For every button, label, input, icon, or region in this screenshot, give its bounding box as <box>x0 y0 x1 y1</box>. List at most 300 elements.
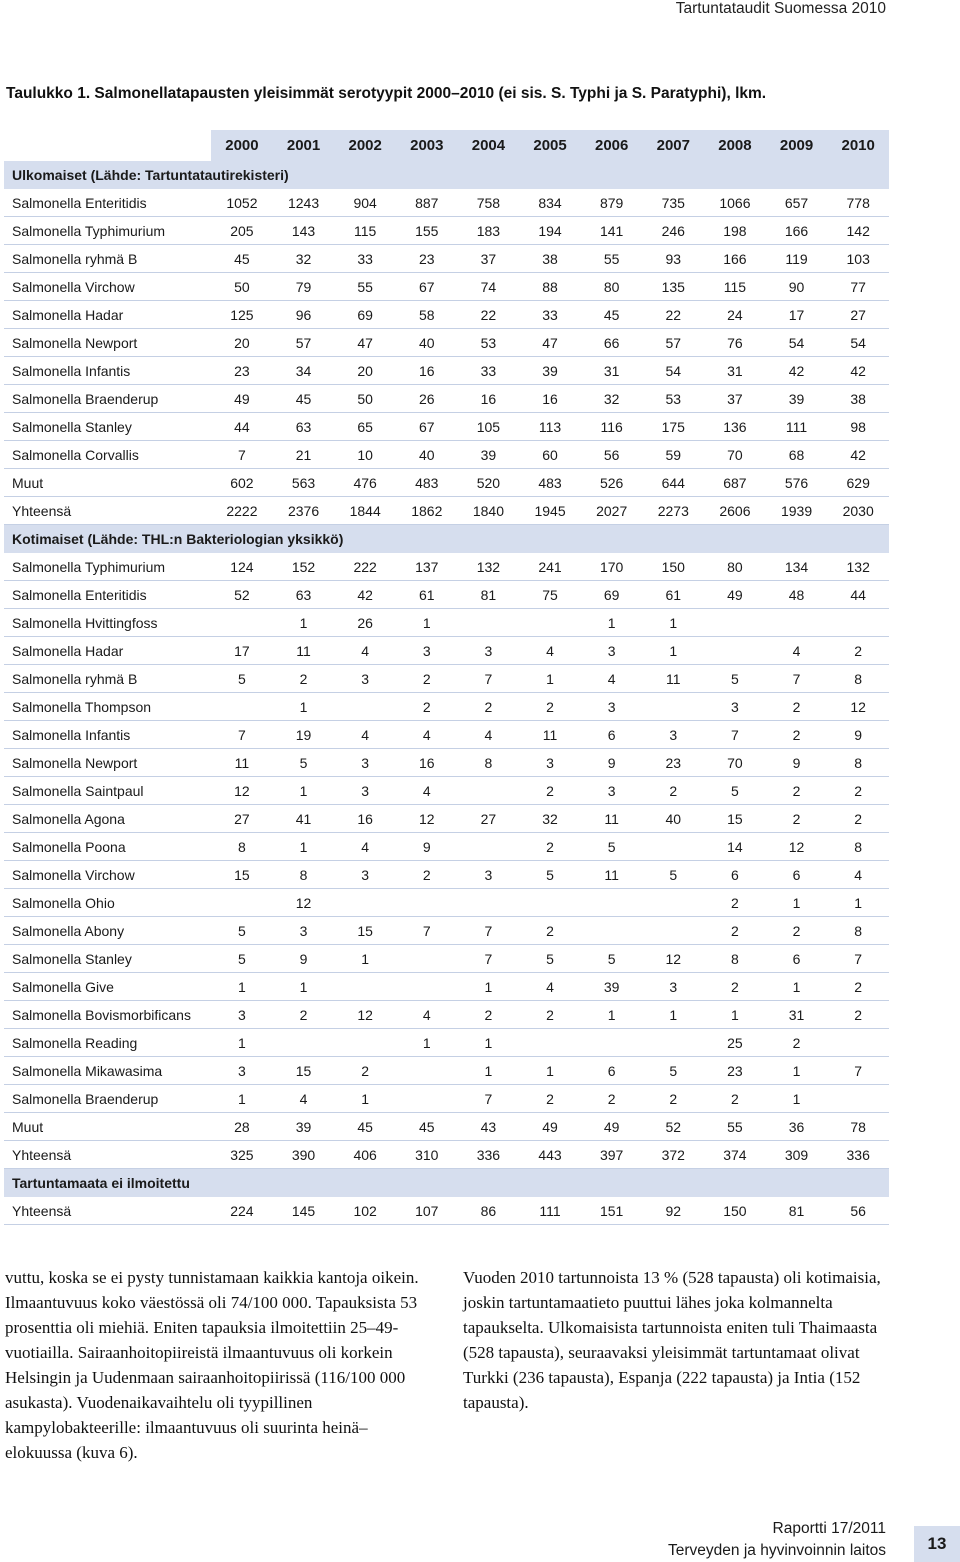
case-count-cell: 602 <box>211 469 273 497</box>
case-count-cell: 102 <box>334 1197 396 1225</box>
case-count-cell: 3 <box>458 861 520 889</box>
case-count-cell: 12 <box>211 777 273 805</box>
case-count-cell: 8 <box>458 749 520 777</box>
case-count-cell: 47 <box>334 329 396 357</box>
case-count-cell: 3 <box>581 637 643 665</box>
case-count-cell: 310 <box>396 1141 458 1169</box>
case-count-cell: 1 <box>273 777 335 805</box>
case-count-cell: 194 <box>519 217 581 245</box>
case-count-cell: 32 <box>273 245 335 273</box>
case-count-cell: 16 <box>334 805 396 833</box>
case-count-cell: 26 <box>396 385 458 413</box>
case-count-cell: 166 <box>766 217 828 245</box>
case-count-cell: 336 <box>458 1141 520 1169</box>
case-count-cell: 1945 <box>519 497 581 525</box>
case-count-cell: 26 <box>334 609 396 637</box>
case-count-cell <box>704 609 766 637</box>
case-count-cell: 7 <box>458 665 520 693</box>
case-count-cell: 52 <box>211 581 273 609</box>
case-count-cell: 11 <box>519 721 581 749</box>
case-count-cell: 132 <box>827 553 889 581</box>
table-row <box>4 1113 889 1141</box>
case-count-cell: 1243 <box>273 189 335 217</box>
serotype-name: Salmonella Corvallis <box>4 441 211 469</box>
case-count-cell: 2376 <box>273 497 335 525</box>
section-header-row <box>4 525 889 554</box>
table-row <box>4 1085 889 1113</box>
case-count-cell: 1 <box>273 973 335 1001</box>
case-count-cell: 44 <box>211 413 273 441</box>
serotype-name: Salmonella Hadar <box>4 637 211 665</box>
case-count-cell: 66 <box>581 329 643 357</box>
case-count-cell: 3 <box>334 665 396 693</box>
case-count-cell: 1066 <box>704 189 766 217</box>
case-count-cell: 96 <box>273 301 335 329</box>
case-count-cell <box>519 889 581 917</box>
case-count-cell: 33 <box>458 357 520 385</box>
year-header: 2001 <box>273 130 335 161</box>
case-count-cell: 27 <box>211 805 273 833</box>
case-count-cell: 7 <box>766 665 828 693</box>
case-count-cell: 45 <box>211 245 273 273</box>
case-count-cell: 1 <box>581 609 643 637</box>
case-count-cell: 5 <box>519 861 581 889</box>
case-count-cell <box>827 609 889 637</box>
case-count-cell: 8 <box>827 917 889 945</box>
serotype-name: Salmonella Reading <box>4 1029 211 1057</box>
table-row <box>4 1057 889 1085</box>
case-count-cell: 15 <box>334 917 396 945</box>
case-count-cell: 5 <box>581 945 643 973</box>
table-row <box>4 1029 889 1057</box>
case-count-cell: 1 <box>334 945 396 973</box>
case-count-cell: 24 <box>704 301 766 329</box>
table-row <box>4 973 889 1001</box>
case-count-cell: 45 <box>334 1113 396 1141</box>
case-count-cell: 2 <box>827 973 889 1001</box>
case-count-cell: 483 <box>519 469 581 497</box>
case-count-cell: 2 <box>334 1057 396 1085</box>
case-count-cell: 5 <box>642 1057 704 1085</box>
case-count-cell: 50 <box>211 273 273 301</box>
case-count-cell: 7 <box>211 441 273 469</box>
case-count-cell: 5 <box>704 777 766 805</box>
case-count-cell: 98 <box>827 413 889 441</box>
case-count-cell: 31 <box>581 357 643 385</box>
case-count-cell: 644 <box>642 469 704 497</box>
case-count-cell <box>396 1085 458 1113</box>
case-count-cell: 1840 <box>458 497 520 525</box>
serotype-name: Salmonella Ohio <box>4 889 211 917</box>
serotype-name: Salmonella Virchow <box>4 273 211 301</box>
serotype-name: Salmonella Braenderup <box>4 1085 211 1113</box>
case-count-cell: 23 <box>396 245 458 273</box>
case-count-cell: 56 <box>827 1197 889 1225</box>
case-count-cell: 483 <box>396 469 458 497</box>
case-count-cell: 3 <box>334 861 396 889</box>
case-count-cell: 1 <box>458 1057 520 1085</box>
case-count-cell: 42 <box>827 357 889 385</box>
case-count-cell: 23 <box>704 1057 766 1085</box>
case-count-cell: 12 <box>334 1001 396 1029</box>
case-count-cell <box>642 889 704 917</box>
case-count-cell: 2 <box>519 1085 581 1113</box>
case-count-cell: 2 <box>519 777 581 805</box>
serotype-name: Salmonella Poona <box>4 833 211 861</box>
case-count-cell: 2 <box>827 805 889 833</box>
serotype-name: Yhteensä <box>4 1141 211 1169</box>
case-count-cell: 1 <box>642 609 704 637</box>
case-count-cell: 17 <box>766 301 828 329</box>
case-count-cell: 63 <box>273 581 335 609</box>
case-count-cell: 476 <box>334 469 396 497</box>
case-count-cell: 526 <box>581 469 643 497</box>
case-count-cell: 834 <box>519 189 581 217</box>
table-row <box>4 189 889 217</box>
table-row <box>4 581 889 609</box>
case-count-cell: 5 <box>519 945 581 973</box>
case-count-cell: 36 <box>766 1113 828 1141</box>
serotype-name: Salmonella Typhimurium <box>4 217 211 245</box>
case-count-cell: 142 <box>827 217 889 245</box>
case-count-cell: 32 <box>581 385 643 413</box>
case-count-cell: 61 <box>642 581 704 609</box>
case-count-cell: 42 <box>334 581 396 609</box>
case-count-cell: 8 <box>704 945 766 973</box>
case-count-cell: 1 <box>334 1085 396 1113</box>
table-row <box>4 553 889 581</box>
case-count-cell: 3 <box>581 693 643 721</box>
case-count-cell: 4 <box>766 637 828 665</box>
case-count-cell: 8 <box>211 833 273 861</box>
case-count-cell: 105 <box>458 413 520 441</box>
case-count-cell: 198 <box>704 217 766 245</box>
case-count-cell: 397 <box>581 1141 643 1169</box>
case-count-cell: 576 <box>766 469 828 497</box>
serotype-name: Salmonella Newport <box>4 749 211 777</box>
case-count-cell: 3 <box>334 777 396 805</box>
case-count-cell: 132 <box>458 553 520 581</box>
case-count-cell: 8 <box>273 861 335 889</box>
case-count-cell: 758 <box>458 189 520 217</box>
serotype-name: Salmonella Agona <box>4 805 211 833</box>
table-row <box>4 945 889 973</box>
case-count-cell: 2 <box>704 889 766 917</box>
case-count-cell: 406 <box>334 1141 396 1169</box>
case-count-cell: 778 <box>827 189 889 217</box>
table-row <box>4 889 889 917</box>
case-count-cell: 3 <box>642 973 704 1001</box>
case-count-cell: 1 <box>766 889 828 917</box>
case-count-cell: 113 <box>519 413 581 441</box>
case-count-cell: 1 <box>273 693 335 721</box>
case-count-cell: 8 <box>827 749 889 777</box>
case-count-cell: 56 <box>581 441 643 469</box>
case-count-cell: 69 <box>334 301 396 329</box>
case-count-cell: 222 <box>334 553 396 581</box>
table-row <box>4 1141 889 1169</box>
case-count-cell: 81 <box>766 1197 828 1225</box>
serotype-name: Salmonella Hvittingfoss <box>4 609 211 637</box>
case-count-cell: 11 <box>642 665 704 693</box>
case-count-cell: 372 <box>642 1141 704 1169</box>
case-count-cell: 2 <box>766 1029 828 1057</box>
case-count-cell <box>396 1057 458 1085</box>
case-count-cell: 3 <box>396 637 458 665</box>
case-count-cell: 3 <box>334 749 396 777</box>
case-count-cell: 4 <box>519 637 581 665</box>
serotype-name: Salmonella Abony <box>4 917 211 945</box>
case-count-cell: 125 <box>211 301 273 329</box>
case-count-cell: 7 <box>458 945 520 973</box>
table-row <box>4 385 889 413</box>
case-count-cell: 4 <box>396 777 458 805</box>
case-count-cell: 14 <box>704 833 766 861</box>
body-text-left: vuttu, koska se ei pysty tunnistamaan kaikkia kantoja oikein. Ilmaantuvuus koko väestössä oli 74/100 000. Tapauksista 53 prosenttia oli miehiä. Eniten tapauksia ilmoitettiin 25–49-vuotiailla. Sairaanhoitopiireistä ilmaantuvuus oli korkein Helsingin ja Uudenmaan sairaanhoitopiirissä (116/100 000 asukasta). Vuodenaikavaihtelu oli tyypillinen kampylobakteerille: ilmaantuvuus oli suurinta heinä–elokuussa (kuva 6). <box>5 1268 419 1462</box>
case-count-cell: 224 <box>211 1197 273 1225</box>
case-count-cell: 9 <box>827 721 889 749</box>
case-count-cell <box>458 889 520 917</box>
case-count-cell: 25 <box>704 1029 766 1057</box>
case-count-cell: 27 <box>827 301 889 329</box>
case-count-cell: 2 <box>396 693 458 721</box>
case-count-cell: 54 <box>827 329 889 357</box>
case-count-cell: 3 <box>458 637 520 665</box>
case-count-cell: 2030 <box>827 497 889 525</box>
year-header: 2005 <box>519 130 581 161</box>
case-count-cell: 16 <box>396 357 458 385</box>
case-count-cell <box>396 973 458 1001</box>
footer <box>668 1518 886 1562</box>
publisher-name: Terveyden ja hyvinvoinnin laitos <box>668 1542 886 1559</box>
case-count-cell: 3 <box>211 1057 273 1085</box>
case-count-cell: 124 <box>211 553 273 581</box>
case-count-cell: 4 <box>396 721 458 749</box>
case-count-cell: 6 <box>581 1057 643 1085</box>
table-row <box>4 273 889 301</box>
case-count-cell <box>396 889 458 917</box>
case-count-cell: 2 <box>519 833 581 861</box>
serotype-name: Salmonella Typhimurium <box>4 553 211 581</box>
case-count-cell: 7 <box>827 1057 889 1085</box>
case-count-cell: 69 <box>581 581 643 609</box>
case-count-cell <box>642 693 704 721</box>
table-row <box>4 665 889 693</box>
case-count-cell: 2 <box>458 693 520 721</box>
table-row <box>4 1197 889 1225</box>
case-count-cell: 2 <box>396 861 458 889</box>
case-count-cell: 39 <box>581 973 643 1001</box>
case-count-cell: 5 <box>581 833 643 861</box>
case-count-cell: 2 <box>642 777 704 805</box>
case-count-cell: 80 <box>704 553 766 581</box>
case-count-cell: 68 <box>766 441 828 469</box>
case-count-cell: 7 <box>211 721 273 749</box>
case-count-cell: 116 <box>581 413 643 441</box>
case-count-cell: 90 <box>766 273 828 301</box>
case-count-cell: 2 <box>766 777 828 805</box>
case-count-cell <box>211 609 273 637</box>
case-count-cell: 48 <box>766 581 828 609</box>
case-count-cell: 3 <box>273 917 335 945</box>
case-count-cell: 5 <box>704 665 766 693</box>
case-count-cell: 10 <box>334 441 396 469</box>
case-count-cell: 79 <box>273 273 335 301</box>
table-row <box>4 861 889 889</box>
case-count-cell: 1844 <box>334 497 396 525</box>
case-count-cell: 1 <box>273 833 335 861</box>
year-header: 2006 <box>581 130 643 161</box>
case-count-cell: 9 <box>396 833 458 861</box>
case-count-cell: 563 <box>273 469 335 497</box>
serotype-name: Yhteensä <box>4 1197 211 1225</box>
serotype-name: Salmonella Hadar <box>4 301 211 329</box>
case-count-cell: 2 <box>458 1001 520 1029</box>
case-count-cell <box>827 1029 889 1057</box>
case-count-cell: 657 <box>766 189 828 217</box>
case-count-cell: 6 <box>766 945 828 973</box>
case-count-cell: 4 <box>827 861 889 889</box>
case-count-cell: 4 <box>334 721 396 749</box>
table-row <box>4 497 889 525</box>
case-count-cell: 1 <box>642 637 704 665</box>
case-count-cell: 4 <box>334 637 396 665</box>
case-count-cell: 2 <box>642 1085 704 1113</box>
case-count-cell: 4 <box>273 1085 335 1113</box>
case-count-cell: 9 <box>766 749 828 777</box>
case-count-cell: 1 <box>396 609 458 637</box>
case-count-cell: 28 <box>211 1113 273 1141</box>
case-count-cell: 2 <box>704 973 766 1001</box>
case-count-cell: 5 <box>211 945 273 973</box>
year-header: 2009 <box>766 130 828 161</box>
case-count-cell: 1 <box>642 1001 704 1029</box>
case-count-cell <box>642 1029 704 1057</box>
case-count-cell <box>396 945 458 973</box>
case-count-cell: 103 <box>827 245 889 273</box>
case-count-cell: 57 <box>273 329 335 357</box>
serotype-name: Salmonella Give <box>4 973 211 1001</box>
case-count-cell: 70 <box>704 749 766 777</box>
case-count-cell: 37 <box>458 245 520 273</box>
case-count-cell: 7 <box>396 917 458 945</box>
case-count-cell: 40 <box>396 441 458 469</box>
case-count-cell: 15 <box>273 1057 335 1085</box>
case-count-cell: 12 <box>396 805 458 833</box>
case-count-cell: 43 <box>458 1113 520 1141</box>
case-count-cell: 4 <box>334 833 396 861</box>
serotype-name: Salmonella Bovismorbificans <box>4 1001 211 1029</box>
case-count-cell: 3 <box>211 1001 273 1029</box>
case-count-cell: 2 <box>273 665 335 693</box>
case-count-cell: 76 <box>704 329 766 357</box>
case-count-cell: 6 <box>766 861 828 889</box>
case-count-cell: 2 <box>581 1085 643 1113</box>
case-count-cell <box>642 917 704 945</box>
case-count-cell: 21 <box>273 441 335 469</box>
case-count-cell: 27 <box>458 805 520 833</box>
table-row <box>4 609 889 637</box>
case-count-cell: 45 <box>396 1113 458 1141</box>
case-count-cell: 2222 <box>211 497 273 525</box>
case-count-cell: 2 <box>766 917 828 945</box>
serotype-name: Salmonella Stanley <box>4 945 211 973</box>
case-count-cell: 42 <box>766 357 828 385</box>
case-count-cell: 15 <box>704 805 766 833</box>
table-row <box>4 917 889 945</box>
case-count-cell: 151 <box>581 1197 643 1225</box>
case-count-cell: 75 <box>519 581 581 609</box>
case-count-cell <box>334 889 396 917</box>
case-count-cell: 55 <box>704 1113 766 1141</box>
year-header: 2002 <box>334 130 396 161</box>
case-count-cell: 2 <box>827 1001 889 1029</box>
case-count-cell: 53 <box>642 385 704 413</box>
case-count-cell: 2273 <box>642 497 704 525</box>
case-count-cell: 7 <box>458 1085 520 1113</box>
case-count-cell: 65 <box>334 413 396 441</box>
case-count-cell: 40 <box>396 329 458 357</box>
case-count-cell: 3 <box>642 721 704 749</box>
case-count-cell: 32 <box>519 805 581 833</box>
case-count-cell: 49 <box>704 581 766 609</box>
case-count-cell: 145 <box>273 1197 335 1225</box>
case-count-cell: 2 <box>766 693 828 721</box>
case-count-cell: 31 <box>704 357 766 385</box>
case-count-cell: 31 <box>766 1001 828 1029</box>
case-count-cell: 67 <box>396 273 458 301</box>
case-count-cell: 443 <box>519 1141 581 1169</box>
case-count-cell: 1 <box>458 973 520 1001</box>
case-count-cell: 38 <box>827 385 889 413</box>
case-count-cell <box>519 609 581 637</box>
case-count-cell <box>334 1029 396 1057</box>
case-count-cell <box>581 1029 643 1057</box>
case-count-cell: 20 <box>334 357 396 385</box>
case-count-cell: 55 <box>581 245 643 273</box>
case-count-cell: 19 <box>273 721 335 749</box>
serotype-name: Salmonella Enteritidis <box>4 581 211 609</box>
case-count-cell: 137 <box>396 553 458 581</box>
case-count-cell <box>581 917 643 945</box>
case-count-cell: 166 <box>704 245 766 273</box>
case-count-cell: 325 <box>211 1141 273 1169</box>
year-header: 2003 <box>396 130 458 161</box>
case-count-cell: 143 <box>273 217 335 245</box>
table-row <box>4 217 889 245</box>
case-count-cell: 1 <box>704 1001 766 1029</box>
case-count-cell: 879 <box>581 189 643 217</box>
case-count-cell: 9 <box>273 945 335 973</box>
case-count-cell: 141 <box>581 217 643 245</box>
case-count-cell: 2 <box>827 637 889 665</box>
case-count-cell: 2027 <box>581 497 643 525</box>
case-count-cell: 1 <box>827 889 889 917</box>
case-count-cell: 246 <box>642 217 704 245</box>
serotype-name: Salmonella Newport <box>4 329 211 357</box>
case-count-cell: 4 <box>519 973 581 1001</box>
case-count-cell: 58 <box>396 301 458 329</box>
year-header: 2008 <box>704 130 766 161</box>
year-header: 2004 <box>458 130 520 161</box>
table-row <box>4 245 889 273</box>
case-count-cell: 55 <box>334 273 396 301</box>
year-header: 2010 <box>827 130 889 161</box>
case-count-cell: 150 <box>642 553 704 581</box>
case-count-cell: 3 <box>519 749 581 777</box>
report-number: Raportti 17/2011 <box>772 1520 886 1537</box>
case-count-cell: 150 <box>704 1197 766 1225</box>
